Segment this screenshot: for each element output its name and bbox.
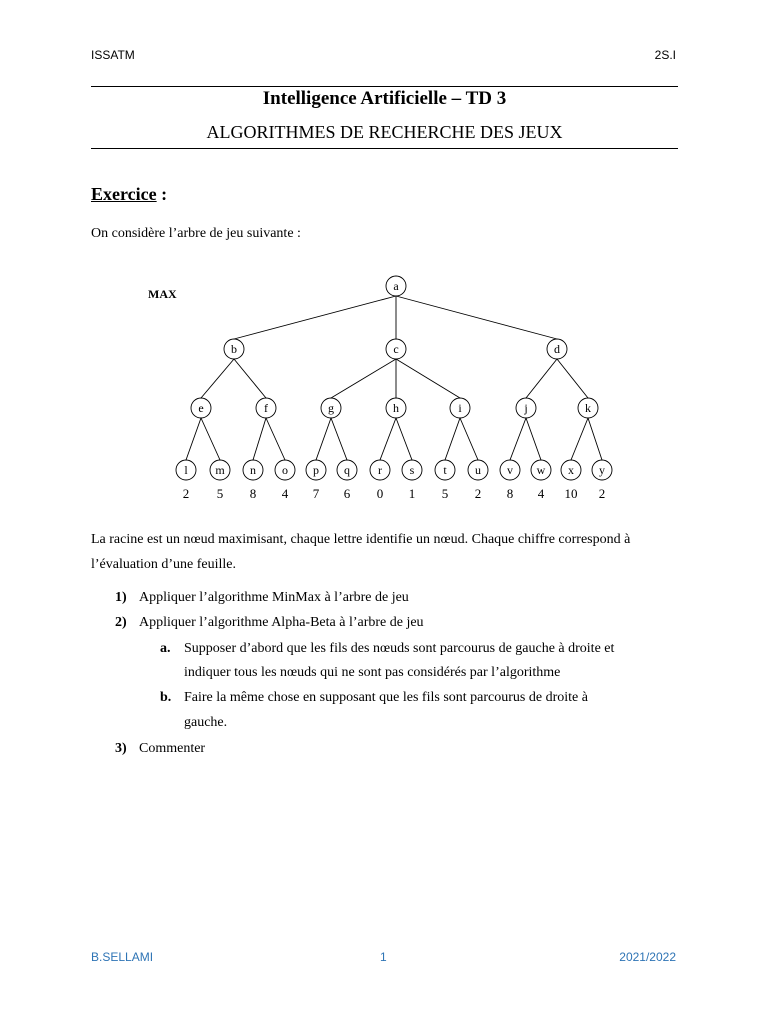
leaf-value-m: 5 — [216, 486, 224, 501]
edge-i-t — [445, 418, 460, 460]
question-2a-line1 — [160, 641, 614, 657]
leaf-value-v: 8 — [506, 486, 514, 501]
node-label-h: h — [393, 401, 399, 415]
node-label-e: e — [198, 401, 204, 415]
leaf-value-o: 4 — [281, 486, 289, 501]
tree-edges — [186, 296, 602, 460]
node-label-v: v — [507, 463, 513, 477]
node-label-g: g — [328, 401, 334, 415]
node-label-i: i — [458, 401, 462, 415]
edge-i-u — [460, 418, 478, 460]
node-label-t: t — [443, 463, 447, 477]
node-label-w: w — [536, 463, 546, 477]
leaf-value-y: 2 — [598, 486, 606, 501]
edge-b-e — [201, 359, 234, 398]
edge-j-v — [510, 418, 526, 460]
node-label-s: s — [409, 463, 415, 477]
leaf-value-w: 4 — [537, 486, 545, 501]
node-label-u: u — [475, 463, 481, 477]
edge-a-d — [396, 296, 557, 339]
question-2b-line1 — [160, 690, 588, 706]
question-1-text: Appliquer l’algorithme MinMax à l’arbre de jeu — [139, 590, 409, 605]
leaf-value-u: 2 — [474, 486, 482, 501]
edge-d-j — [526, 359, 557, 398]
edge-c-i — [396, 359, 460, 398]
document-subtitle: ALGORITHMES DE RECHERCHE DES JEUX — [206, 122, 563, 142]
question-2b-number: b. — [160, 690, 172, 705]
leaf-value-n: 8 — [249, 486, 257, 501]
node-label-q: q — [344, 463, 350, 477]
question-2a-line2: indiquer tous les nœuds qui ne sont pas considérés par l’algorithme — [184, 665, 561, 680]
edge-f-o — [266, 418, 285, 460]
header-institution: ISSATM — [91, 48, 135, 62]
description-paragraph: La racine est un nœud maximisant, chaque lettre identifie un nœud. Chaque chiffre correspond à l’évaluation d’une feuille. — [91, 532, 631, 572]
question-1 — [115, 590, 409, 606]
footer-year: 2021/2022 — [619, 950, 676, 964]
node-label-d: d — [554, 342, 560, 356]
node-label-c: c — [393, 342, 399, 356]
edge-e-m — [201, 418, 220, 460]
node-label-a: a — [393, 279, 399, 293]
edge-b-f — [234, 359, 266, 398]
edge-k-y — [588, 418, 602, 460]
edge-a-b — [234, 296, 396, 339]
leaf-value-q: 6 — [343, 486, 351, 501]
question-2b-text-1: Faire la même chose en supposant que les fils sont parcourus de droite à — [184, 690, 588, 705]
exercise-label: Exercice — [91, 184, 157, 204]
leaf-value-p: 7 — [312, 486, 320, 501]
edge-g-q — [331, 418, 347, 460]
edge-j-w — [526, 418, 541, 460]
edge-d-k — [557, 359, 588, 398]
edge-e-l — [186, 418, 201, 460]
edge-k-x — [571, 418, 588, 460]
tree-nodes — [176, 276, 612, 501]
question-1-number: 1) — [115, 590, 127, 605]
node-label-y: y — [599, 463, 605, 477]
leaf-value-t: 5 — [441, 486, 449, 501]
title-bottom-rule — [91, 148, 678, 149]
edge-h-r — [380, 418, 396, 460]
node-label-k: k — [585, 401, 591, 415]
exercise-heading — [91, 184, 167, 205]
leaf-value-x: 10 — [564, 486, 578, 501]
node-label-o: o — [282, 463, 288, 477]
max-label: MAX — [148, 287, 177, 301]
node-label-f: f — [264, 401, 268, 415]
footer-author: B.SELLAMI — [91, 950, 154, 964]
question-2b-line2: gauche. — [184, 715, 228, 730]
node-label-m: m — [215, 463, 225, 477]
exercise-colon: : — [156, 184, 168, 204]
question-3-text: Commenter — [139, 741, 206, 756]
document-title: Intelligence Artificielle – TD 3 — [262, 88, 507, 109]
edge-h-s — [396, 418, 412, 460]
node-label-n: n — [250, 463, 256, 477]
edge-g-p — [316, 418, 331, 460]
node-label-l: l — [184, 463, 188, 477]
title-top-rule — [91, 86, 678, 87]
leaf-value-r: 0 — [376, 486, 384, 501]
footer-page-number: 1 — [380, 950, 387, 964]
question-3-number: 3) — [115, 741, 127, 756]
question-2 — [115, 615, 424, 631]
leaf-value-s: 1 — [408, 486, 416, 501]
question-2-text: Appliquer l’algorithme Alpha-Beta à l’arbre de jeu — [139, 615, 424, 630]
intro-text: On considère l’arbre de jeu suivante : — [91, 226, 301, 241]
question-2-number: 2) — [115, 615, 127, 630]
edge-f-n — [253, 418, 266, 460]
question-3 — [115, 741, 205, 757]
question-2a-text-1: Supposer d’abord que les fils des nœuds sont parcourus de gauche à droite et — [184, 641, 615, 656]
node-label-x: x — [568, 463, 574, 477]
node-label-b: b — [231, 342, 237, 356]
edge-c-g — [331, 359, 396, 398]
question-2a-number: a. — [160, 641, 171, 656]
node-label-r: r — [378, 463, 382, 477]
game-tree — [140, 268, 640, 504]
leaf-value-l: 2 — [182, 486, 190, 501]
header-class: 2S.I — [654, 48, 676, 62]
node-label-j: j — [524, 401, 528, 415]
node-label-p: p — [313, 463, 319, 477]
